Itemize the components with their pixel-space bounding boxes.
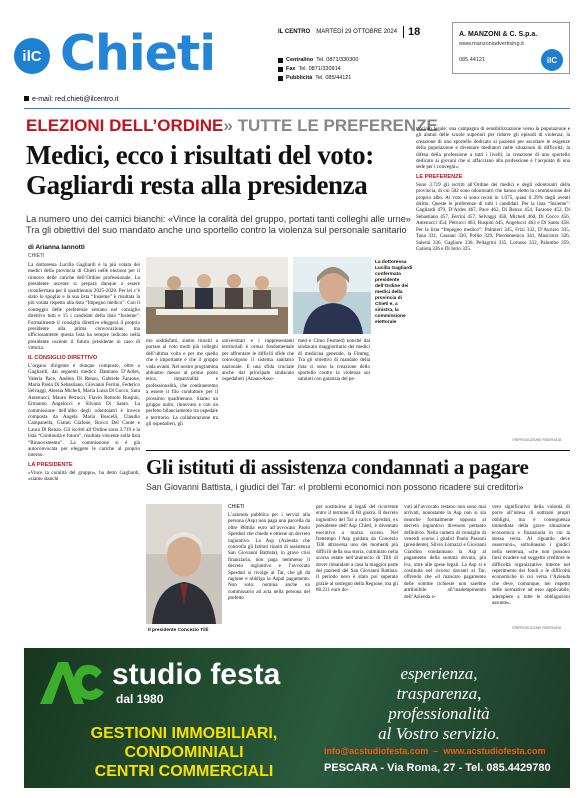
sponsor-box[interactable] [452, 22, 570, 74]
president-tilli-photo [146, 504, 222, 624]
ad-year: dal 1980 [116, 692, 164, 706]
studio-festa-logo-icon [36, 658, 106, 706]
article-column: universitari e i rappresentanti territoriali è ormai fondamentale per affrontare le difficili sfide che coinvolgono il sistema sanitario nazionale. E una sfida cruciale anche dal principale sindacato ospedalieri (Anaao-Asso- [222, 338, 294, 383]
bullet-square-icon [278, 76, 283, 81]
section-kicker: ELEZIONI DELL’ORDINE» TUTTE LE PREFERENZE [26, 116, 438, 135]
contact-row: Pubblicità Tel. 085/44121 [278, 74, 358, 83]
author-place: CHIETI [28, 253, 45, 259]
page-topline [278, 24, 448, 40]
article-right-column: trocinio legale: una campagna di sensibilizzazione verso la popolazione e gli alunni delle scuole superiori per ridurre gli episodi di violenza; la creazione di uno sportello dedicato ai pazienti per ascoltare le esigenze della popolazione e diventare mediatori nelle situazioni di difficoltà; la difesa della professione a tutti i livelli; la creazione di uno sportello dedicato ai giovani che si affacciano alla professione e l’acquisto di una sede per i convegni». LE PREFERENZE Sono 3.719 gli iscritti all’Ordine dei medici e degli odontoiatri della provincia, di cui 582 sono odontoiatri che hanno eletto la commissione del proprio albo. Al voto si sono recati in 1.075, quasi il 29% degli aventi diritto. Queste le preferenze di tutti i candidati. Per la lista “Insieme”: Gagliardi 479, D’Ardes 467, Pace 462, Di Renzo 454, Faraone 452, Di Sebastiano 457, Ferrini 457, Selvaggi 458, Micheli 460, Di Cocco 456, Antenucci 454, Petrucci 463, Ruspini 445, Angelucci 463 e Di Santo 458. Per la lista “Impegno medico”: Palmieri 345, Frizi 332, D’Aurizio 335, Tana 331, Cassani 330, Pollio 329, Pierdomenico 341, Masciotra 326, Salerni 336, Gagliore 336, Pellagrini 335, Lorusso 332, Palumbo 359, Galiota 326 e Di Iorio 325. [416, 126, 570, 252]
divider [24, 108, 570, 109]
ad-services: GESTIONI IMMOBILIARI, CONDOMINIALI CENTRI COMMERCIALI [90, 725, 278, 780]
photo-caption: La dottoressa Lucilla Gagliardi confermata presidente dell’Ordine dei medici della provincia di Chieti e, a sinistra, la commissione elettorale [375, 260, 413, 325]
section-city-title: Chieti [60, 25, 216, 82]
ad-address: PESCARA - Via Roma, 27 - Tel. 085.4429780 [324, 762, 551, 774]
article-headline: Medici, ecco i risultati del voto: Gagliardi resta alla presidenza [26, 140, 374, 200]
sponsor-logo-icon: ilC [541, 49, 563, 71]
copyright-credit: ©RIPRODUZIONE RISERVATA [512, 438, 562, 442]
ad-tagline: esperienza, trasparenza, professionalità al Vostro servizio. [378, 664, 500, 743]
email-line: e-mail: red.chieti@ilcentro.it [24, 96, 119, 103]
place-label: CHIETI [228, 504, 245, 510]
copyright-credit: ©RIPRODUZIONE RISERVATA [512, 626, 562, 630]
ad-email-link[interactable]: info@acstudiofesta.com [324, 746, 429, 756]
ad-website-link[interactable]: www.acstudiofesta.com [443, 746, 546, 756]
contact-row: Fax Tel. 0871/330914 [278, 65, 358, 74]
sponsor-url[interactable]: www.manzoniadvertising.it [459, 41, 524, 47]
ad-brand: studio festa [112, 658, 281, 691]
bullet-square-icon [24, 96, 29, 101]
president-photo [293, 257, 371, 334]
article-column: vero significativo della volontà di porre all’intesa di sottrarsi propri obblighi, ma è conseguenza immediata della grave situazione economica e finanziaria in cui la stessa versa. Al riguardo deve osservarsi», sottolineano i giudici nella sentenza, «che non possono farsi ricadere sul soggetto creditore le difficoltà organizzative interne nel reperimento dei fondi o le difficoltà economiche in cui versa l’Azienda che deve, comunque, nei rispetto delle normative ad esso applicabile, adempiere a tutte le obbligazioni assunte». [492, 504, 570, 607]
studio-festa-advertisement[interactable] [24, 648, 570, 788]
newspaper-logo-icon: ilC [14, 38, 50, 74]
ad-contact-links: info@acstudiofesta.com – www.acstudiofesta.com [324, 746, 546, 756]
author-byline: di Arianna Iannotti [28, 244, 85, 251]
article-headline: Gli istituti di assistenza condannati a pagare [146, 455, 529, 479]
paper-name: IL CENTRO [278, 29, 311, 35]
section-label: LE PREFERENZE [416, 173, 463, 180]
contacts-block [278, 56, 358, 83]
section-label: IL CONSIGLIO DIRETTIVO [28, 354, 98, 361]
sponsor-tel: 085.44121 [459, 57, 485, 63]
article-column: vuti all’avvocato restano non sono mai arrivati, nonostante la Asp non si sia neanche formalmente opposta al decreto ingiuntivo divenuto pertanto definitivo. Nella camera di consiglio di venerdì scorso i giudici Paolo Passoni (presidente), Silvio Lomazzi e Giovanni Giardino condannano la Asp al pagamento della somma dovuta, più Iva, oltre alle spese legali. La Asp si è costituita nel ricorso davanti al Tar, offrendo che «il mancato pagamento delle somme richieste non sarebbe attribuibile all’inadempimento dell’Azienda o- [404, 504, 486, 600]
commission-photo [146, 257, 288, 334]
masthead [0, 0, 580, 96]
article-subhead: San Giovanni Battista, i giudici del Tar: «I problemi economici non possono ricadere sui creditori» [146, 482, 524, 492]
contact-row: Centralino Tel. 0871/330300 [278, 56, 358, 65]
divider [146, 450, 570, 451]
section-label: LA PRESIDENTE [28, 461, 73, 468]
article-column: med e Cimo Fesmed) nonché dal sindacato maggioritario dei medici di medicina generale, la Fimmg. Tra gli obiettivi di mandato della lista ci sono la creazione dello sportello contro la violenza sui sanitari con garanzia del pe- [298, 338, 370, 383]
article-column: per sostituirse ai legali del ricorrente entro il termine di 60 giorni. Il decreto ingiuntivo del Tar a carico Sperduti, ex presidente dell’Asp Chieti, è diventato esecutivo a marzo scorso. Nel frattempo l’Asp guidata da Concezio Tilli attraversa uno dei momenti più difficili della sua storia, culminato nella scorsa estate nell’annuncio di Tilli di dover rimandare a casa la maggior parte dei pazienti del San Giovanni Battista. Il periodo nero è stato poi superato grazie al sostegno della Regione, ma gli 88.231 euro do- [316, 504, 398, 594]
sponsor-name: A. MANZONI & C. S.p.a. [459, 31, 538, 38]
article-subhead: La numero uno dei camici bianchi: «Vince la coralità del gruppo, portati tanti colleghi alle urne» Tra gli obiettivi del suo mandato anche uno sportello contro la violenza sul personale sanitario [26, 214, 411, 235]
article-column: La dottoressa Lucilla Gagliardi è la più votata dei medici della provincia di Chieti nelle elezioni per il rinnovo delle cariche dell’Ordine professionale. La presidente uscente si prepara dunque a essere riconfermata per il quadriennio 2025-2028. Per lei c’è stato lo spoglio e la sua lista “Insieme” è risultata la più votata rispetto alla lista “Impegno medico”. Con il conteggio delle preferenze entrano nel consiglio direttivo tutti e 15 i candidati della lista “Insieme”. Formalmente il consiglio direttivo eleggerà il proprio presidente alla prima convocazione, ma ufficiosamente questa lista ha sempre indicato nella presidente uscente il futuro presidente in caso di vittoria. IL CONSIGLIO DIRETTIVO L’organo dirigente è dunque composto, oltre a Gagliardi, dai seguenti medici: Damiano D’Ardes, Valeria Pace, Andrea Di Renzo, Gabriele Faraone, Maria Paola Di Sebastiano, Giovanni Ferrini, Federico Selvaggi, Alessia Micheli, Maria Luisa Di Cocco, Sara Antenucci, Mauro Petrucci, Flavio Romolo Ruspini, Ermanno Angelucci e Silvana Di Santo. La commissione dell’albo degli odontoiatri è invece composta da Angela Maria Boscelli, Claudio Campanella, Gianni Ciafone, Rocco Del Conte e Laura Di Renzo. Gli iscritti all’Ordine sono 3.719 e la lista “Continuità e futuro”, risultata vincente sulla lista “Rinnovamento”. La commissione si è già autoconvocata per eleggere le cariche al proprio interno. LA PRESIDENTE «Vince la coralità del gruppo», ha detto Gagliardi, «siamo stanchi [28, 262, 140, 483]
kicker-sub: » TUTTE LE PREFERENZE [223, 116, 438, 135]
email-link[interactable]: red.chieti@ilcentro.it [54, 96, 119, 103]
photo-caption: Il presidente Concezio Tilli [148, 628, 209, 633]
page-number: 18 [403, 26, 420, 38]
bullet-square-icon [278, 67, 283, 72]
bullet-square-icon [278, 58, 283, 63]
issue-date: MARTEDÌ 29 OTTOBRE 2024 [316, 29, 398, 35]
article-column: CHIETI L’azienda pubblica per i servizi alla persona (Asp) non paga una parcella da oltre 88mila euro all’avvocato Paolo Sperduti che chiede e ottiene un decreto ingiuntivo. La Asp (Azienda che controlla gli Istituti riuniti di assistenza San Giovanni Battista), in grave crisi finanziaria, non paga nemmeno il decreto ingiuntivo e l’avvocato Sperduti si rivolge al Tar, che gli dà ragione e obbliga la Aspal pagamento. Non solo: nomina anche un commissario ad acta nella persona del prefetto [228, 504, 310, 602]
article-column: mo soddisfatti, siamo riusciti a portare al voto molti più colleghi dell’ultima volta e per me quello che è importante è che il gruppo vada avanti. Nel nostro programma abbiamo messo al primo posto etica, imparzialità e professionalità, che continueremo a essere il filo conduttore per il prossimo quadriennio. Siamo un gruppo unito, rinnovato e con un perfetto bilanciamento tra ospedale e territorio. La collaborazione tra gli ospedalieri, gli [146, 338, 218, 428]
